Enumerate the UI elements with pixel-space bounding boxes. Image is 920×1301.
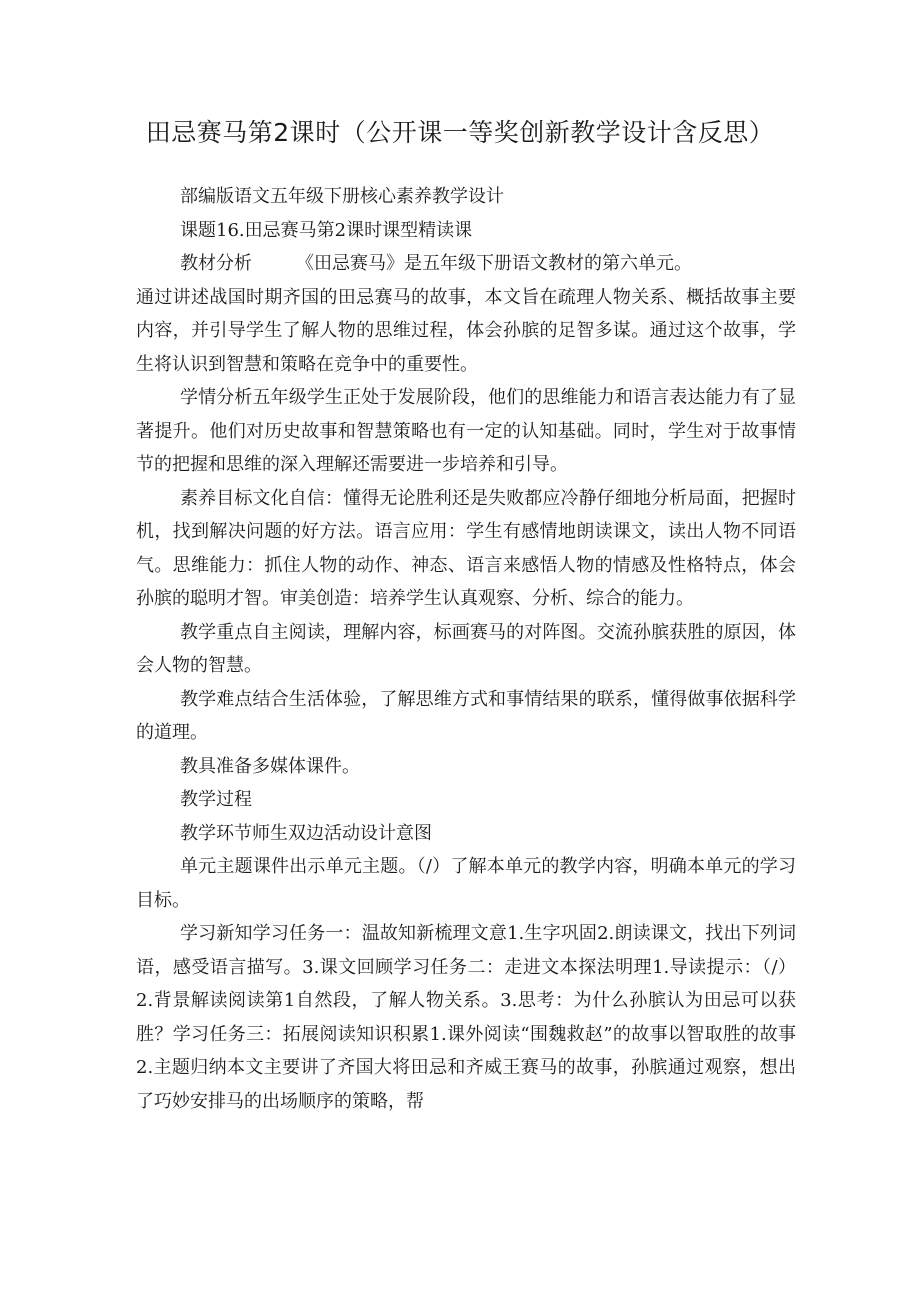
process-heading: 教学过程 bbox=[180, 789, 252, 810]
unit-theme-paragraph: 单元主题课件出示单元主题。（/）了解本单元的教学内容，明确本单元的学习目标。 bbox=[136, 856, 796, 911]
material-intro: 《田忌赛马》是五年级下册语文教材的第六单元。 bbox=[296, 253, 692, 274]
table-header-line: 教学环节师生双边活动设计意图 bbox=[180, 822, 432, 844]
literacy-goals-paragraph: 素养目标文化自信：懂得无论胜利还是失败都应冷静仔细地分析局面，把握时机，找到解决问题的好方法。语言应用：学生有感情地朗读课文，读出人物不同语气。思维能力：抓住人物的动作、神态、语言来感悟人物的情感及性格特点，体会孙膑的聪明才智。审美创造：培养学生认真观察、分析、综合的能力。 bbox=[136, 487, 796, 609]
material-analysis-line bbox=[136, 247, 796, 281]
material-label: 教材分析 bbox=[180, 253, 252, 274]
learner-analysis-paragraph: 学情分析五年级学生正处于发展阶段，他们的思维能力和语言表达能力有了显著提升。他们对历史故事和智慧策略也有一定的认知基础。同时，学生对于故事情节的把握和思维的深入理解还需要进一步培养和引导。 bbox=[136, 387, 796, 475]
header-line: 部编版语文五年级下册核心素养教学设计 bbox=[180, 186, 504, 207]
document-body bbox=[136, 180, 796, 1118]
document-title: 田忌赛马第2课时（公开课一等奖创新教学设计含反思） bbox=[145, 118, 775, 147]
preparation-paragraph: 教具准备多媒体课件。 bbox=[180, 755, 360, 777]
key-points-paragraph: 教学重点自主阅读，理解内容，标画赛马的对阵图。交流孙膑获胜的原因，体会人物的智慧。 bbox=[136, 621, 796, 676]
material-body: 通过讲述战国时期齐国的田忌赛马的故事，本文旨在疏理人物关系、概括故事主要内容，并引导学生了解人物的思维过程，体会孙膑的足智多谋。通过这个故事，学生将认识到智慧和策略在竞争中的重要性。 bbox=[136, 286, 796, 375]
new-knowledge-paragraph: 学习新知学习任务一：温故知新梳理文意1.生字巩固2.朗读课文，找出下列词语，感受语言描写。3.课文回顾学习任务二：走进文本探法明理1.导读提示：（/）2.背景解读阅读第1自然段，了解人物关系。3.思考：为什么孙膑认为田忌可以获胜？学习任务三：拓展阅读知识积累1.课外阅读“围魏救赵”的故事以智取胜的故事2.主题归纳本文主要讲了齐国大将田忌和齐威王赛马的故事，孙膑通过观察，想出了巧妙安排马的出场顺序的策略，帮 bbox=[136, 923, 796, 1112]
difficulties-paragraph: 教学难点结合生活体验，了解思维方式和事情结果的联系，懂得做事依据科学的道理。 bbox=[136, 688, 796, 743]
course-line: 课题16.田忌赛马第2课时课型精读课 bbox=[180, 219, 473, 241]
